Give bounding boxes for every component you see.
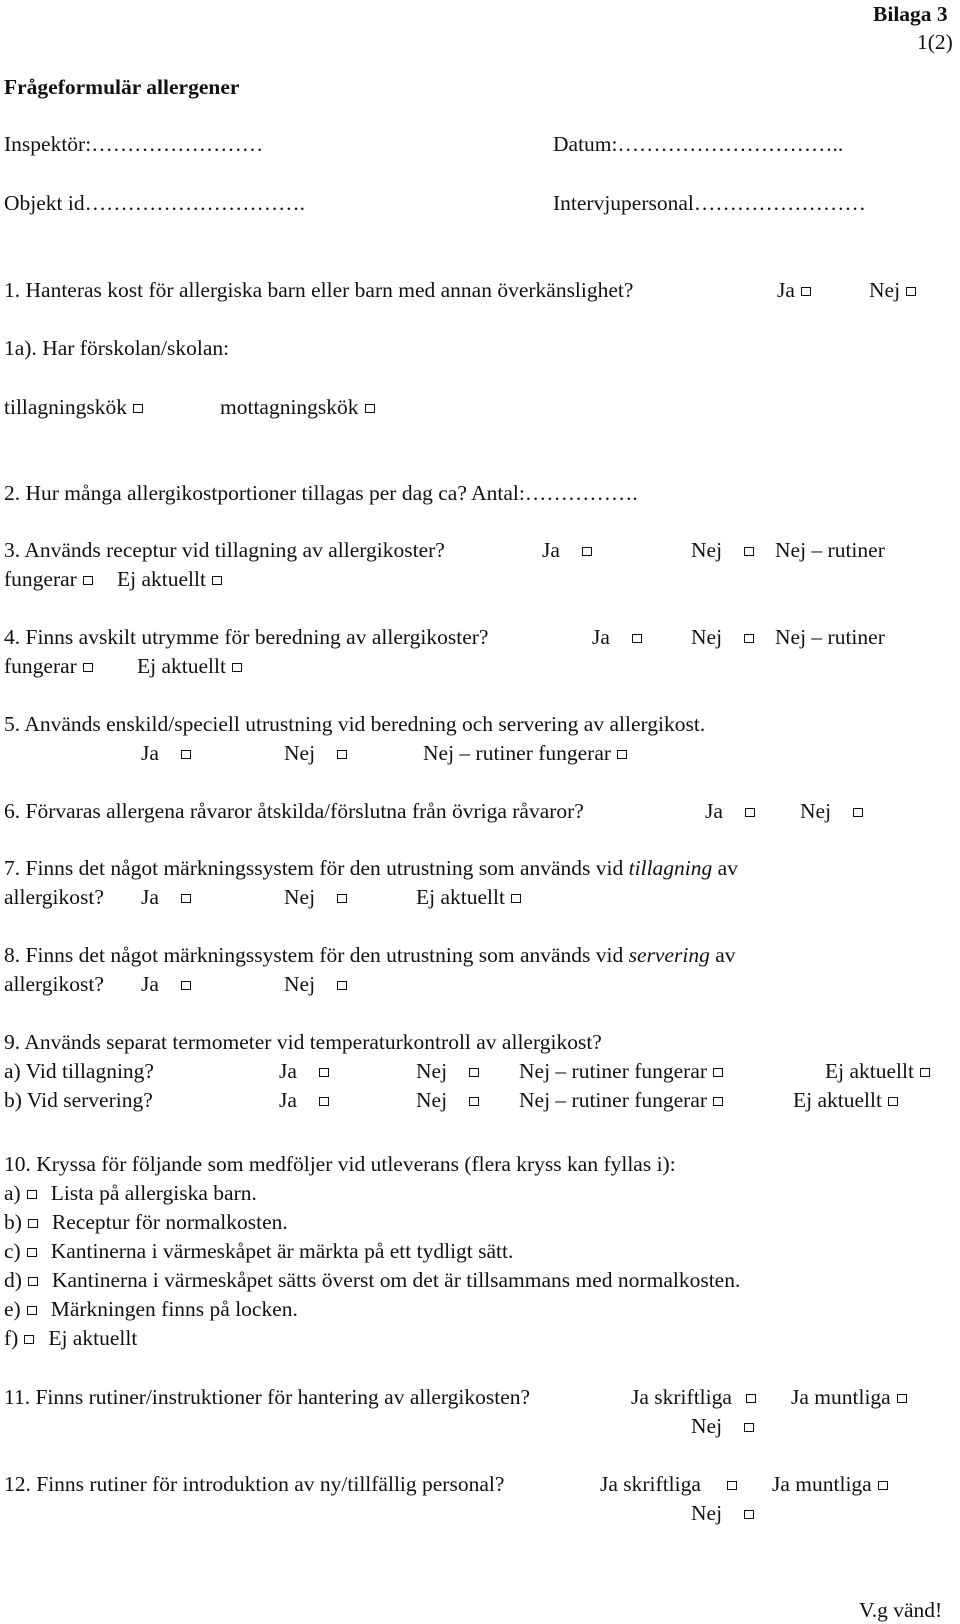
q10-item-d[interactable]: d) Kantinerna i värmeskåpet sätts överst om det är tillsammans med normalkosten. — [4, 1268, 741, 1292]
checkbox[interactable] — [746, 1394, 756, 1403]
checkbox[interactable] — [713, 1068, 723, 1077]
q9a-ej-aktuellt-option[interactable]: Ej aktuellt — [825, 1057, 930, 1085]
question-7: 7. Finns det något märkningssystem för den utrustning som används vid tillagning av — [4, 856, 738, 880]
q11-ja-skriftliga-option[interactable]: Ja skriftliga — [631, 1383, 756, 1411]
question-4: 4. Finns avskilt utrymme för beredning av allergikoster? — [4, 625, 489, 649]
q8-ja-option[interactable]: Ja — [141, 970, 191, 998]
q4-ja-option[interactable]: Ja — [592, 623, 642, 651]
checkbox[interactable] — [713, 1097, 723, 1106]
q7-nej-option[interactable]: Nej — [284, 883, 347, 911]
checkbox[interactable] — [319, 1068, 329, 1077]
checkbox[interactable] — [888, 1097, 898, 1106]
checkbox[interactable] — [617, 750, 627, 759]
question-8: 8. Finns det något märkningssystem för den utrustning som används vid servering av — [4, 943, 736, 967]
object-id-field[interactable] — [4, 189, 305, 217]
checkbox[interactable] — [632, 634, 642, 643]
checkbox[interactable] — [853, 808, 863, 817]
checkbox[interactable] — [801, 287, 811, 296]
q10-item-e[interactable]: e) Märkningen finns på locken. — [4, 1297, 298, 1321]
q5-nej-rutiner-fungerar-option[interactable]: Nej – rutiner fungerar — [423, 739, 627, 767]
checkbox[interactable] — [469, 1068, 479, 1077]
checkbox[interactable] — [28, 1219, 38, 1228]
checkbox[interactable] — [27, 1190, 37, 1199]
q4-nej-option[interactable]: Nej — [691, 623, 754, 651]
q9b-ej-aktuellt-option[interactable]: Ej aktuellt — [793, 1086, 898, 1114]
checkbox[interactable] — [920, 1068, 930, 1077]
turn-over-note: V.g vänd! — [859, 1598, 943, 1622]
q9b-label: b) Vid servering? — [4, 1088, 153, 1112]
q3-fungerar-option[interactable]: fungerar — [4, 565, 93, 593]
q6-ja-option[interactable]: Ja — [705, 797, 755, 825]
checkbox[interactable] — [878, 1481, 888, 1490]
question-1: 1. Hanteras kost för allergiska barn eller barn med annan överkänslighet? — [4, 278, 634, 302]
date-dots: ………………………….. — [617, 132, 844, 156]
checkbox[interactable] — [582, 547, 592, 556]
inspector-dots: …………………… — [91, 132, 264, 156]
checkbox[interactable] — [744, 634, 754, 643]
checkbox[interactable] — [27, 1248, 37, 1257]
checkbox[interactable] — [727, 1481, 737, 1490]
checkbox[interactable] — [511, 894, 521, 903]
question-9: 9. Används separat termometer vid temperaturkontroll av allergikost? — [4, 1030, 602, 1054]
q9a-nej-rutiner-fungerar-option[interactable]: Nej – rutiner fungerar — [519, 1057, 723, 1085]
checkbox[interactable] — [744, 1510, 754, 1519]
checkbox[interactable] — [181, 981, 191, 990]
checkbox[interactable] — [319, 1097, 329, 1106]
question-8-line2: allergikost? — [4, 972, 104, 996]
q8-nej-option[interactable]: Nej — [284, 970, 347, 998]
q3-nej-option[interactable]: Nej — [691, 536, 754, 564]
checkbox[interactable] — [27, 1306, 37, 1315]
question-2[interactable]: 2. Hur många allergikostportioner tillagas per dag ca? Antal:……………. — [4, 481, 638, 505]
checkbox[interactable] — [181, 894, 191, 903]
q10-item-b[interactable]: b) Receptur för normalkosten. — [4, 1210, 288, 1234]
q10-item-c[interactable]: c) Kantinerna i värmeskåpet är märkta på ett tydligt sätt. — [4, 1239, 514, 1263]
question-12: 12. Finns rutiner för introduktion av ny/tillfällig personal? — [4, 1472, 505, 1496]
page-number: 1(2) — [917, 30, 953, 54]
interviewee-field[interactable] — [553, 189, 866, 217]
checkbox[interactable] — [337, 750, 347, 759]
q9a-label: a) Vid tillagning? — [4, 1059, 154, 1083]
checkbox[interactable] — [337, 981, 347, 990]
q6-nej-option[interactable]: Nej — [800, 797, 863, 825]
q11-nej-option[interactable]: Nej — [691, 1412, 754, 1440]
q9a-nej-option[interactable]: Nej — [416, 1057, 479, 1085]
question-1a: 1a). Har förskolan/skolan: — [4, 336, 230, 360]
q4-fungerar-option[interactable]: fungerar — [4, 652, 93, 680]
q11-ja-muntliga-option[interactable]: Ja muntliga — [791, 1383, 907, 1411]
q2-dots: ……………. — [524, 481, 638, 505]
q4-ej-aktuellt-option[interactable]: Ej aktuellt — [137, 652, 242, 680]
q9b-nej-option[interactable]: Nej — [416, 1086, 479, 1114]
q1-ja-option[interactable]: Ja — [777, 276, 811, 304]
checkbox[interactable] — [744, 1423, 754, 1432]
q12-ja-skriftliga-option[interactable]: Ja skriftliga — [600, 1470, 737, 1498]
checkbox[interactable] — [133, 404, 143, 413]
q12-ja-muntliga-option[interactable]: Ja muntliga — [772, 1470, 888, 1498]
checkbox[interactable] — [745, 808, 755, 817]
q1a-tillagningskok-option[interactable]: tillagningskök — [4, 393, 143, 421]
form-title: Frågeformulär allergener — [4, 75, 240, 99]
checkbox[interactable] — [212, 576, 222, 585]
checkbox[interactable] — [28, 1277, 38, 1286]
question-3: 3. Används receptur vid tillagning av allergikoster? — [4, 538, 445, 562]
question-11: 11. Finns rutiner/instruktioner för hantering av allergikosten? — [4, 1385, 531, 1409]
checkbox[interactable] — [337, 894, 347, 903]
checkbox[interactable] — [897, 1394, 907, 1403]
q1-nej-option[interactable]: Nej — [869, 276, 916, 304]
checkbox[interactable] — [365, 404, 375, 413]
q5-ja-option[interactable]: Ja — [141, 739, 191, 767]
date-label: Datum: — [553, 132, 618, 156]
q5-nej-option[interactable]: Nej — [284, 739, 347, 767]
q3-ja-option[interactable]: Ja — [542, 536, 592, 564]
checkbox[interactable] — [181, 750, 191, 759]
q3-ej-aktuellt-option[interactable]: Ej aktuellt — [117, 565, 222, 593]
checkbox[interactable] — [232, 663, 242, 672]
interviewee-label: Intervjupersonal — [553, 191, 694, 215]
checkbox[interactable] — [83, 576, 93, 585]
object-id-label: Objekt id — [4, 191, 85, 215]
checkbox[interactable] — [24, 1335, 34, 1344]
q9b-ja-option[interactable]: Ja — [279, 1086, 329, 1114]
checkbox[interactable] — [83, 663, 93, 672]
interviewee-dots: …………………… — [693, 191, 866, 215]
date-field[interactable] — [553, 130, 843, 158]
q12-nej-option[interactable]: Nej — [691, 1499, 754, 1527]
object-id-dots: …………………………. — [84, 191, 305, 215]
q7-ja-option[interactable]: Ja — [141, 883, 191, 911]
question-6: 6. Förvaras allergena råvaror åtskilda/förslutna från övriga råvaror? — [4, 799, 584, 823]
q10-item-f[interactable]: f) Ej aktuellt — [4, 1326, 138, 1350]
checkbox[interactable] — [906, 287, 916, 296]
question-5: 5. Används enskild/speciell utrustning vid beredning och servering av allergikost. — [4, 712, 706, 736]
question-10: 10. Kryssa för följande som medföljer vid utleverans (flera kryss kan fyllas i): — [4, 1152, 676, 1176]
q9b-nej-rutiner-fungerar-option[interactable]: Nej – rutiner fungerar — [519, 1086, 723, 1114]
q4-nej-rutiner-label: Nej – rutiner — [775, 625, 885, 649]
checkbox[interactable] — [744, 547, 754, 556]
appendix-label: Bilaga 3 — [873, 2, 948, 26]
question-7-line2: allergikost? — [4, 885, 104, 909]
q3-nej-rutiner-label: Nej – rutiner — [775, 538, 885, 562]
q7-ej-aktuellt-option[interactable]: Ej aktuellt — [416, 883, 521, 911]
q1a-mottagningskok-option[interactable]: mottagningskök — [220, 393, 375, 421]
inspector-label: Inspektör: — [4, 132, 92, 156]
checkbox[interactable] — [469, 1097, 479, 1106]
q10-item-a[interactable]: a) Lista på allergiska barn. — [4, 1181, 257, 1205]
inspector-field[interactable] — [4, 130, 263, 158]
q9a-ja-option[interactable]: Ja — [279, 1057, 329, 1085]
